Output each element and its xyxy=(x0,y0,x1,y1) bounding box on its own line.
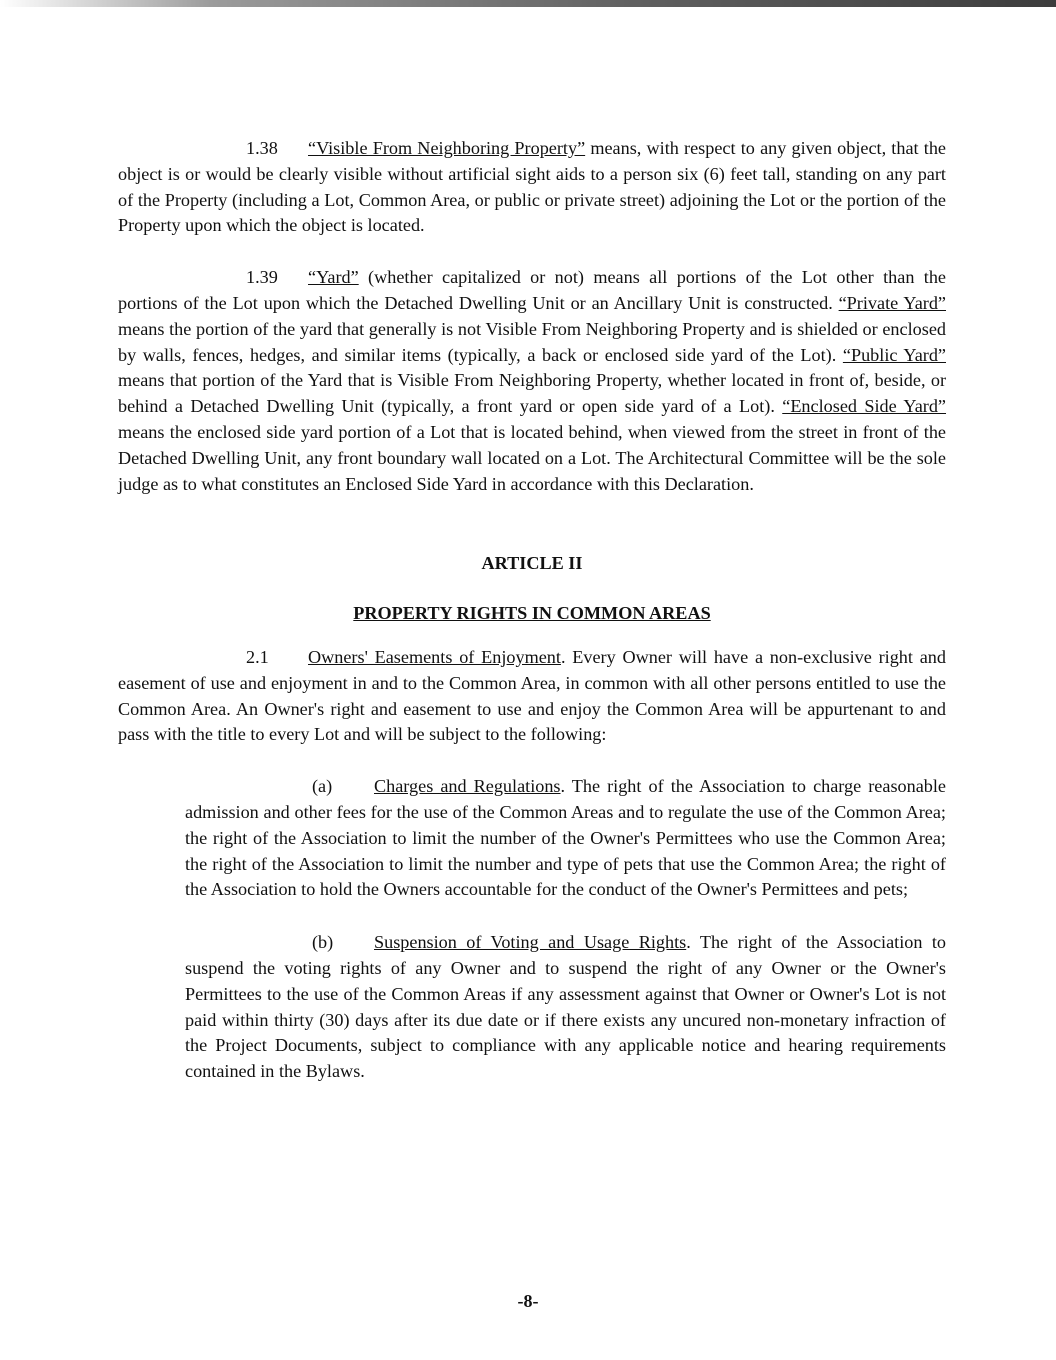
scan-edge-artifact xyxy=(0,0,1056,7)
section-text: (whether capitalized or not) means all portions of the Lot other than the portions of the Lot upon which the Detached Dwelling Unit or an Ancillary Unit is constructed. xyxy=(118,267,946,313)
section-1-38 xyxy=(118,136,946,239)
subsection-title: Suspension of Voting and Usage Rights xyxy=(374,932,687,953)
section-text: means the enclosed side yard portion of a Lot that is located behind, when viewed from the street in front of the Detached Dwelling Unit, any front boundary wall located on a Lot. The Architectural Committee will be the sole judge as to what constitutes an Enclosed Side Yard in accordance with this Declaration. xyxy=(118,421,946,494)
section-number: 2.1 xyxy=(246,646,269,667)
article-title: PROPERTY RIGHTS IN COMMON AREAS xyxy=(353,603,711,624)
article-heading: ARTICLE II xyxy=(481,553,583,574)
defined-term-enclosed-side-yard: “Enclosed Side Yard” xyxy=(782,396,947,417)
subsection-text: . The right of the Association to suspend the voting rights of any Owner and to suspend the right of any Owner or the Owner's Permittees to the use of the Common Areas if any assessment against that Owner or Owner's Lot is not paid within thirty (30) days after its due date or if there exists any uncured non-monetary infraction of the Project Documents, subject to compliance with any applicable notice and hearing requirements contained in the Bylaws. xyxy=(185,932,947,1082)
subsection-text: . The right of the Association to charge reasonable admission and other fees for the use of the Common Areas and to regulate the use of the Common Area; the right of the Association to limit the number of the Owner's Permittees who use the Common Area; the right of the Association to limit the number and type of pets that use the Common Area; the right of the Association to hold the Owners accountable for the conduct of the Owner's Permittees and pets; xyxy=(185,776,947,900)
defined-term-private-yard: “Private Yard” xyxy=(838,292,946,313)
defined-term-yard: “Yard” xyxy=(308,267,359,288)
section-text: means the portion of the yard that generally is not Visible From Neighboring Property and is shielded or enclosed by walls, fences, hedges, and similar items (typically, a back or enclosed side yard of the Lot). xyxy=(118,318,946,365)
section-text: means, with respect to any given object, that the object is or would be clearly visible without artificial sight aids to a person six (6) feet tall, standing on any part of the Property (including a Lot, Common Area, or public or private street) adjoining the Lot or the portion of the Property upon which the object is located. xyxy=(118,138,946,236)
section-text: . Every Owner will have a non-exclusive right and easement of use and enjoyment in and to the Common Area, in common with all other persons entitled to use the Common Area. An Owner's right and easement to use and enjoy the Common Area will be appurtenant to and pass with the title to every Lot and will be subject to the following: xyxy=(118,646,946,745)
defined-term: “Visible From Neighboring Property” xyxy=(308,138,586,158)
section-number: 1.38 xyxy=(246,138,278,158)
subsection-a xyxy=(185,774,946,903)
defined-term-public-yard: “Public Yard” xyxy=(842,344,946,365)
page-number: -8- xyxy=(517,1291,539,1311)
section-2-1 xyxy=(118,645,946,748)
subsection-b xyxy=(185,930,946,1085)
section-text: means that portion of the Yard that is Visible From Neighboring Property, whether located in front of, beside, or behind a Detached Dwelling Unit (typically, a front yard or open side yard of a Lot). xyxy=(118,370,946,417)
document-page xyxy=(118,136,946,1112)
section-1-39 xyxy=(118,265,946,497)
subsection-label: (b) xyxy=(312,932,334,953)
section-number: 1.39 xyxy=(246,267,278,288)
subsection-title: Charges and Regulations xyxy=(374,776,561,797)
section-title: Owners' Easements of Enjoyment xyxy=(308,646,561,667)
subsection-label: (a) xyxy=(312,776,333,797)
